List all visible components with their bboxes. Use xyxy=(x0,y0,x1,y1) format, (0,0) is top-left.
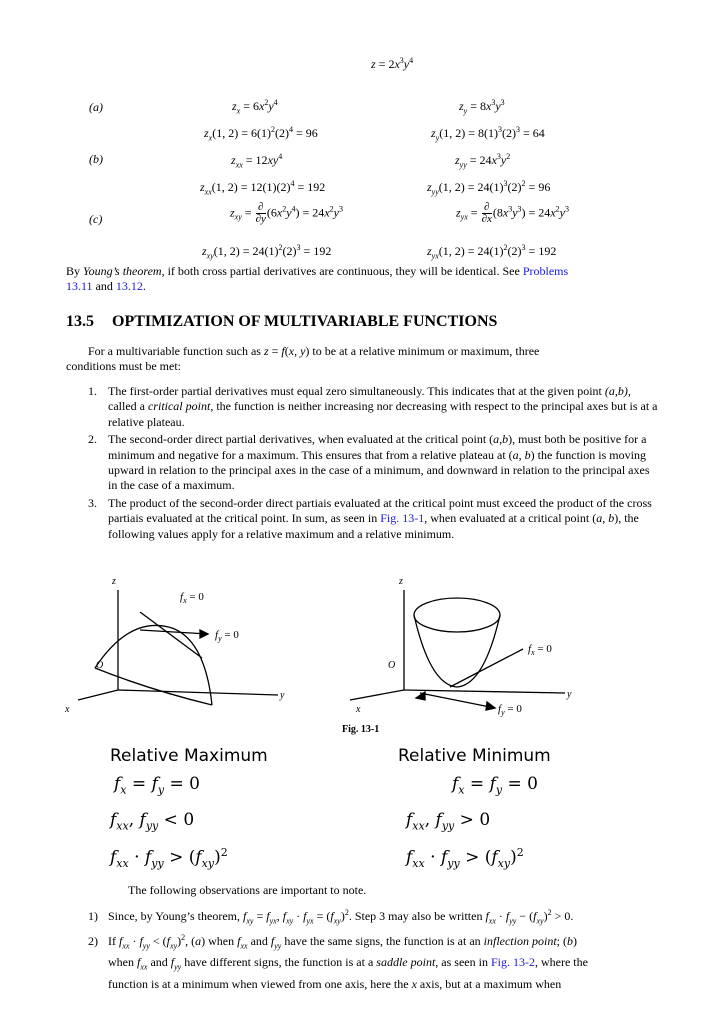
right-x-label: x xyxy=(356,704,361,715)
min-line-3: $f_{xx} \cdot f_{yy} > (f_{xy})^2$ xyxy=(406,846,524,871)
top-equation: $z = 2x^3y^4$ xyxy=(371,56,414,71)
right-z-label: z xyxy=(399,576,403,587)
right-o-label: O xyxy=(388,660,396,671)
zx-equation: $z_x = 6x^2y^4$ xyxy=(232,98,278,116)
conditions-list xyxy=(88,384,660,544)
figure-13-1 xyxy=(0,570,723,750)
young-theorem-paragraph: By Young’s theorem, if both cross partial derivatives are continuous, they will be identical. See Problems 13.11 and 13.12. xyxy=(66,264,569,294)
part-b-label: (b) xyxy=(89,152,103,166)
condition-3: 3. The product of the second-order direct partiais evaluated at the critical point must exceed the product of the cross partiais evaluated at the critical point. In sum, as seen in Fig. 13-1, when evaluated at a critical point (a, b), the following values apply for a relative maximum and a relative minimum. xyxy=(88,495,652,541)
right-x-axis xyxy=(350,690,404,700)
right-y-label: y xyxy=(567,689,572,700)
max-line-3: $f_{xx} \cdot f_{yy} > (f_{xy})^2$ xyxy=(110,846,228,871)
observations-intro: The following observations are important to note. xyxy=(128,883,367,897)
section-number: 13.5 xyxy=(66,313,94,330)
problems-link[interactable]: Problems xyxy=(522,264,569,278)
right-fx-tangent xyxy=(450,649,523,687)
section-title: OPTIMIZATION OF MULTIVARIABLE FUNCTIONS xyxy=(112,313,498,330)
left-fx-tangent xyxy=(140,612,202,658)
zyx-equation: $z_{yx}$ = $\frac{\partial}{\partial x}$ $(8x^3y^3) = 24x^2y^3$ xyxy=(456,201,569,225)
dome-base xyxy=(95,668,212,705)
min-line-2: $f_{xx}$, $f_{yy} > 0$ xyxy=(406,810,491,833)
max-diagram xyxy=(78,590,278,705)
observation-1: 1) Since, by Young’s theorem, $f_{xy} = f_{yx}$, $f_{xy} \cdot f_{yx} = (f_{xy})^2$. Step 3 may also be written $f_{xx} \cdot f_{yy} - (f_{xy})^2 > 0$. xyxy=(88,908,574,926)
max-line-1: $f_x = f_y = 0$ xyxy=(114,774,200,797)
zyy-eval: $z_{yy}(1$, $2) = 24(1)^3(2)^2 = 96$ xyxy=(427,179,551,197)
condition-2: 2. The second-order direct partial derivatives, when evaluated at the critical point (a,b), must both be positive for a minimum and negative for a maximum. This ensures that from a relative plateau at (a, b) the function is moving upward in relation to the principal axes in the case of a minimum, and downward in relation to the principal axes in the case of a maximum. xyxy=(88,432,650,493)
left-fy-label: $f_y = 0$ xyxy=(215,629,239,643)
zxx-eval: $z_{xx}(1$, $2) = 12(1)(2)^4 = 192$ xyxy=(200,179,326,197)
left-fy-tangent xyxy=(140,630,208,634)
observation-2: 2) If $f_{xx} \cdot f_{yy} < (f_{xy})^2$, (a) when $f_{xx}$ and $f_{yy}$ have the same signs, the function is at an inflection point; (b) when $f_{xx}$ and $f_{yy}$ have different signs, the function is at a saddle point, as seen in Fig. 13-2, where the function is at a minimum when viewed from one axis, here the x axis, but at a maximum when xyxy=(88,933,588,991)
max-title: Relative Maximum xyxy=(110,746,268,766)
bowl-rim xyxy=(414,598,500,632)
zxx-equation: $z_{xx} = 12xy^4$ xyxy=(231,152,283,170)
left-fx-label: $f_x = 0$ xyxy=(180,591,204,605)
left-o-label: O xyxy=(96,660,104,671)
part-c-label: (c) xyxy=(89,212,103,226)
section-heading xyxy=(66,313,497,331)
right-fy-label: $f_y = 0$ xyxy=(498,703,522,717)
dome-surface xyxy=(95,625,212,705)
min-line-1: $f_x = f_y = 0$ xyxy=(452,774,538,797)
left-x-label: x xyxy=(65,704,70,715)
right-fx-label: $f_x = 0$ xyxy=(528,643,552,657)
zyx-eval: $z_{yx}(1$, $2) = 24(1)^2(2)^3 = 192$ xyxy=(427,243,557,261)
figure-caption: Fig. 13-1 xyxy=(342,724,380,735)
fig-13-2-link[interactable]: Fig. 13-2 xyxy=(490,955,535,970)
left-y-label: y xyxy=(280,690,285,701)
zyy-equation: $z_{yy} = 24x^3y^2$ xyxy=(455,152,511,170)
part-a-label: (a) xyxy=(89,100,103,114)
left-z-label: z xyxy=(112,576,116,587)
max-line-2: $f_{xx}$, $f_{yy} < 0$ xyxy=(110,810,195,833)
problem-13-11-link[interactable]: 13.11 xyxy=(66,279,93,294)
condition-1: 1. The first-order partial derivatives must equal zero simultaneously. This indicates that at the given point (a,b), called a critical point, the function is neither increasing nor decreasing with respect to the principal axes but is at a relative plateau. xyxy=(88,384,658,429)
intro-paragraph: For a multivariable function such as z = f(x, y) to be at a relative minimum or maximum, three conditions must be met: xyxy=(66,344,540,374)
zy-eval: $z_y(1$, $2) = 8(1)^3(2)^3 = 64$ xyxy=(431,125,545,143)
zxy-eval: $z_{xy}(1$, $2) = 24(1)^2(2)^3 = 192$ xyxy=(202,243,332,261)
right-fy-tangent xyxy=(420,693,495,708)
left-x-axis xyxy=(78,690,118,700)
problem-13-12-link[interactable]: 13.12 xyxy=(115,279,143,294)
zxy-equation: $z_{xy}$ = $\frac{\partial}{\partial y}$ $(6x^2y^4) = 24x^2y^3$ xyxy=(230,201,343,225)
min-title: Relative Minimum xyxy=(398,746,551,766)
bowl-surface xyxy=(414,615,500,687)
zx-eval: $z_x(1$, $2) = 6(1)^2(2)^4 = 96$ xyxy=(204,125,318,143)
zy-equation: $z_y = 8x^3y^3$ xyxy=(459,98,505,116)
fig-13-1-link[interactable]: Fig. 13-1 xyxy=(380,511,425,526)
right-y-axis xyxy=(404,690,565,693)
left-y-axis xyxy=(118,690,278,695)
